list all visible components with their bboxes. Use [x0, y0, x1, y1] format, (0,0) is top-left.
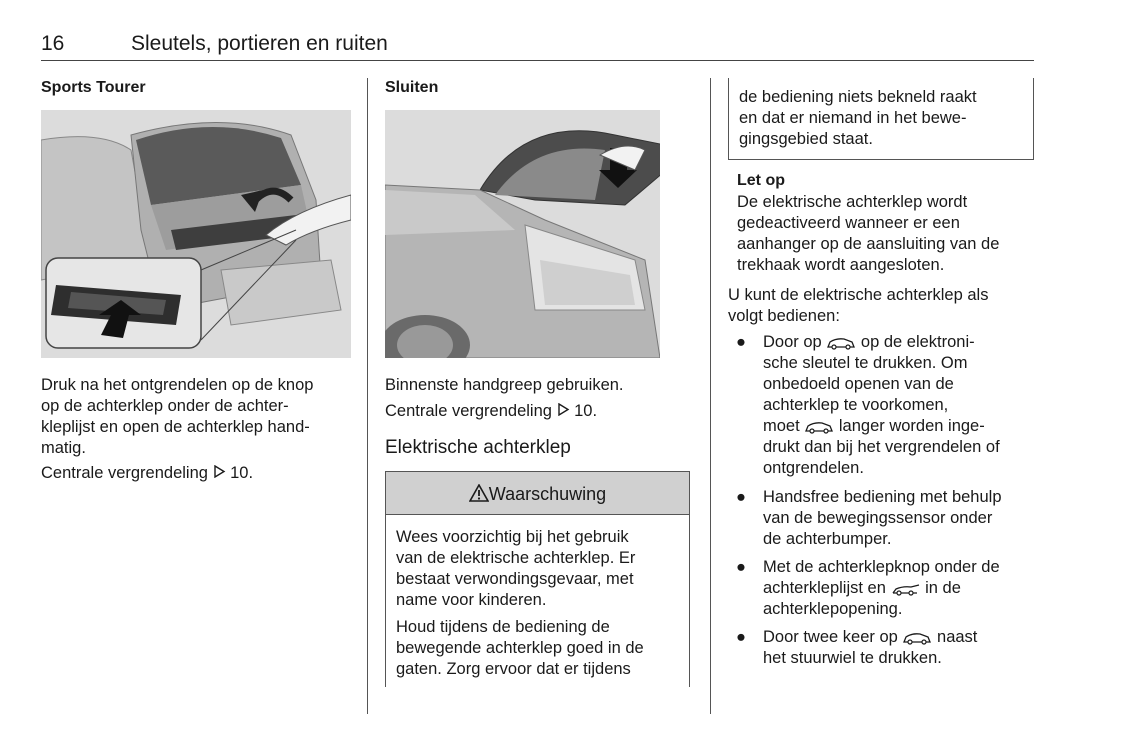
- bullet-text: achterklepopening.: [763, 600, 903, 618]
- bullet-text: Door twee keer op: [763, 628, 898, 646]
- tailgate-open-icon: [891, 582, 921, 596]
- subheading-sports-tourer: Sports Tourer: [41, 79, 146, 96]
- bullet-marker: ●: [736, 558, 746, 576]
- bullet-text: langer worden inge-: [838, 417, 985, 435]
- tailgate-closing-illustration: [385, 110, 660, 358]
- car-tailgate-icon: [826, 336, 856, 350]
- bullet-text: drukt dan bij het vergrendelen of: [763, 438, 1000, 456]
- bullet-text: ontgrendelen.: [763, 459, 864, 477]
- col1-paragraph: [41, 375, 313, 459]
- box-line: de bediening niets bekneld raakt: [739, 88, 977, 106]
- ref-text: Centrale vergrendeling: [41, 464, 208, 482]
- bullet-text: naast: [937, 628, 978, 646]
- warning-line: Houd tijdens de bediening de: [396, 618, 610, 636]
- page-title: Sleutels, portieren en ruiten: [131, 32, 388, 55]
- warning-line: bestaat verwondingsgevaar, met: [396, 570, 634, 588]
- bullet-text: Met de achterklepknop onder de: [763, 558, 1000, 576]
- warning-line: gaten. Zorg ervoor dat er tijdens: [396, 660, 631, 678]
- ref-page: 10.: [574, 402, 598, 420]
- warning-paragraph-1: [396, 527, 686, 611]
- col1-line: Druk na het ontgrendelen op de knop: [41, 376, 314, 394]
- column-divider: [710, 78, 711, 714]
- bullet-text: achterklep te voorkomen,: [763, 396, 949, 414]
- bullet-text: Door op: [763, 333, 822, 351]
- bullet-marker: ●: [736, 628, 746, 646]
- warning-triangle-icon: [469, 484, 489, 502]
- col1-line: kleplijst en open de achterklep hand-: [41, 418, 310, 436]
- bullet-item-3: [763, 557, 1038, 620]
- note-title: Let op: [737, 172, 785, 189]
- car-tailgate-icon: [902, 631, 932, 645]
- col1-cross-reference[interactable]: [41, 463, 253, 484]
- col1-line: op de achterklep onder de achter-: [41, 397, 289, 415]
- note-line: gedeactiveerd wanneer er een: [737, 214, 960, 232]
- section-title: Elektrische achterklep: [385, 437, 571, 458]
- bullet-marker: ●: [736, 488, 746, 506]
- warning-line: van de elektrische achterklep. Er: [396, 549, 636, 567]
- intro-line: volgt bedienen:: [728, 307, 840, 325]
- bullet-text: de achterbumper.: [763, 530, 892, 548]
- box-line: gingsgebied staat.: [739, 130, 873, 148]
- bullet-text: in de: [925, 579, 961, 597]
- bullet-text: achterkleplijst en: [763, 579, 886, 597]
- bullet-text: moet: [763, 417, 800, 435]
- note-line: aanhanger op de aansluiting van de: [737, 235, 1000, 253]
- intro-text: [728, 285, 988, 327]
- warning-line: name voor kinderen.: [396, 591, 547, 609]
- bullet-item-4: [763, 627, 1038, 669]
- warning-continuation-box: [728, 78, 1034, 160]
- reference-arrow-icon: [213, 465, 226, 478]
- col2-cross-reference[interactable]: [385, 401, 597, 422]
- reference-arrow-icon: [557, 403, 570, 416]
- note-line: trekhaak wordt aangesloten.: [737, 256, 945, 274]
- warning-body: [385, 515, 690, 687]
- col1-line: matig.: [41, 439, 86, 457]
- bullet-text: het stuurwiel te drukken.: [763, 649, 942, 667]
- bullet-text: Handsfree bediening met behulp: [763, 488, 1002, 506]
- ref-page: 10.: [230, 464, 254, 482]
- column-divider: [367, 78, 368, 714]
- warning-paragraph-2: [396, 617, 686, 680]
- bullet-marker: ●: [736, 333, 746, 351]
- car-tailgate-icon: [804, 420, 834, 434]
- bullet-text: op de elektroni-: [860, 333, 975, 351]
- bullet-text: sche sleutel te drukken. Om: [763, 354, 968, 372]
- ref-text: Centrale vergrendeling: [385, 402, 552, 420]
- subheading-sluiten: Sluiten: [385, 79, 439, 96]
- intro-line: U kunt de elektrische achterklep als: [728, 286, 989, 304]
- bullet-text: van de bewegingssensor onder: [763, 509, 993, 527]
- tailgate-button-illustration: [41, 110, 351, 358]
- warning-line: Wees voorzichtig bij het gebruik: [396, 528, 629, 546]
- bullet-item-1: [763, 332, 1038, 479]
- warning-header: [385, 471, 690, 515]
- warning-line: bewegende achterklep goed in de: [396, 639, 644, 657]
- note-line: De elektrische achterklep wordt: [737, 193, 968, 211]
- page-header: [41, 30, 1034, 61]
- bullet-text: onbedoeld openen van de: [763, 375, 954, 393]
- page-number: 16: [41, 32, 65, 55]
- bullet-item-2: [763, 487, 1038, 550]
- note-text: [737, 192, 999, 276]
- col2-line1: Binnenste handgreep gebruiken.: [385, 376, 624, 394]
- warning-continuation-text: [739, 87, 1029, 150]
- box-line: en dat er niemand in het bewe-: [739, 109, 967, 127]
- warning-title: Waarschuwing: [488, 484, 607, 504]
